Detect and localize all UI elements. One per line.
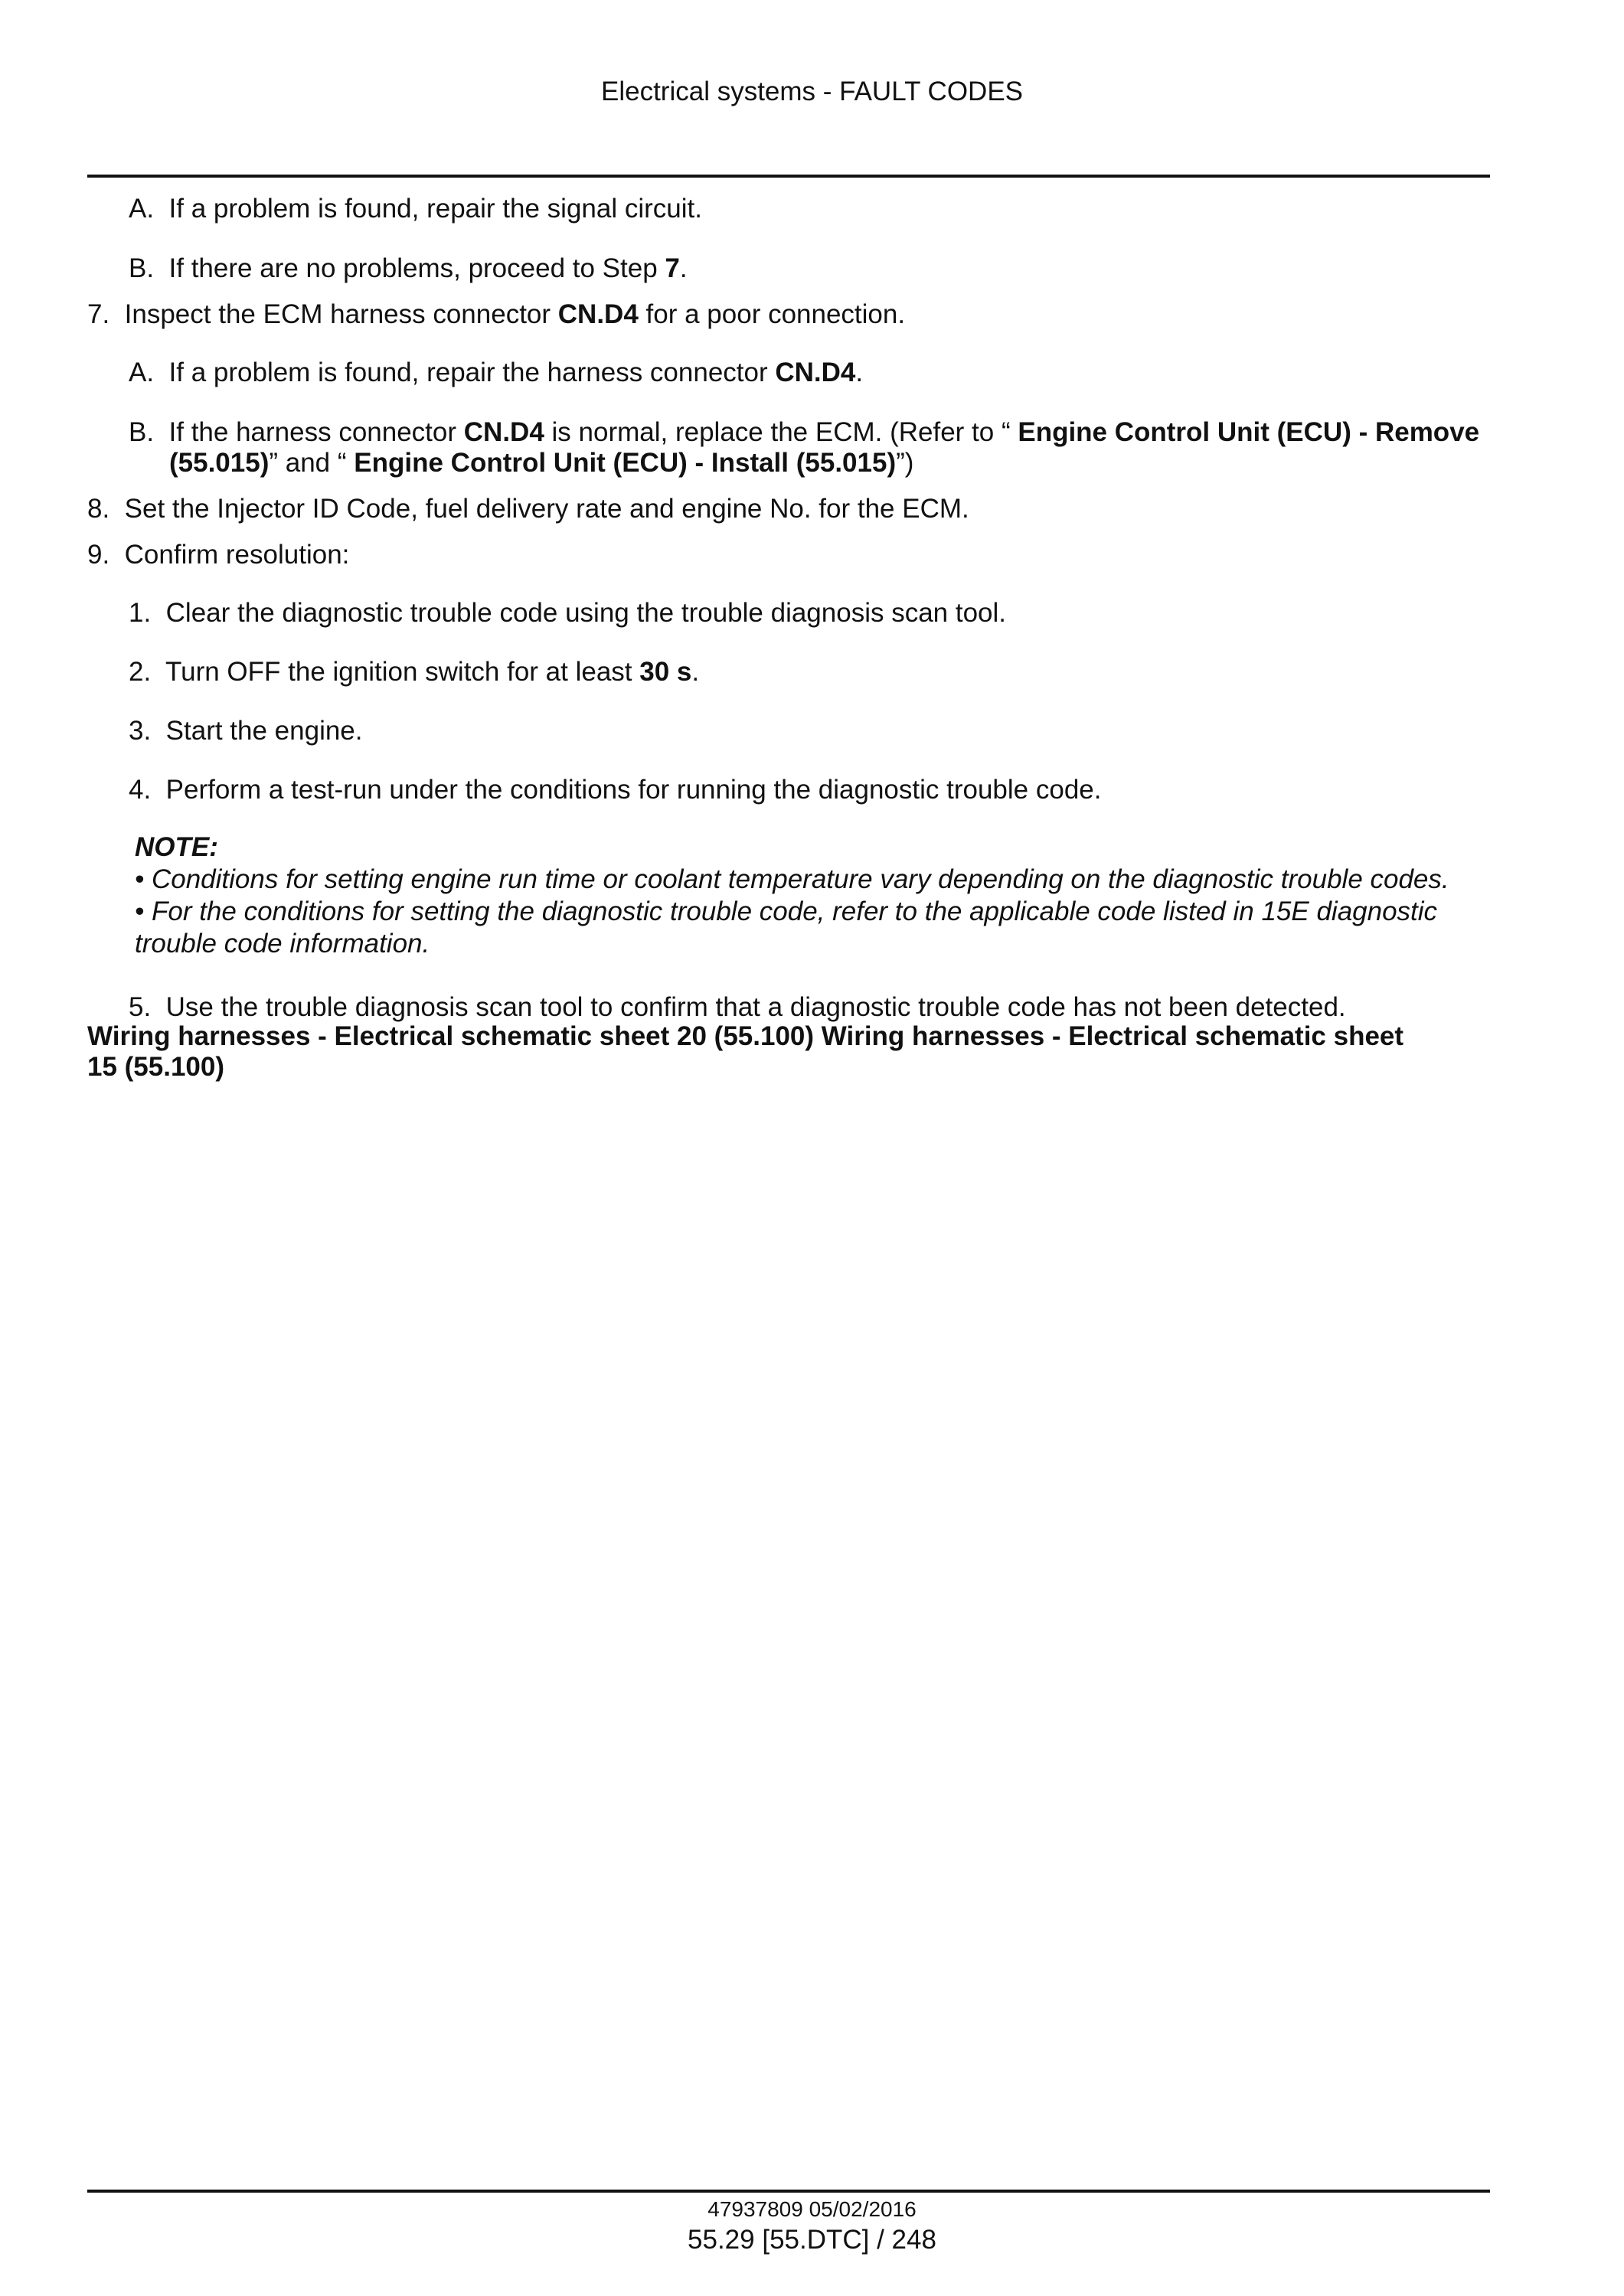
step-7b-line1 — [129, 416, 1479, 449]
step-text: If a problem is found, repair the harness connector — [168, 358, 776, 387]
step-marker: 1. — [129, 598, 152, 628]
footer-doc-id: 47937809 05/02/2016 — [707, 2197, 917, 2221]
step-8 — [87, 493, 969, 525]
page-header-title: Electrical systems - FAULT CODES — [600, 77, 1024, 106]
step-marker: 4. — [129, 775, 152, 805]
connector-ref: CN.D4 — [463, 417, 544, 447]
step-text-end: . — [855, 358, 864, 387]
step-text: Start the engine. — [165, 716, 363, 746]
step-text: Perform a test-run under the conditions for running the diagnostic trouble code. — [165, 775, 1102, 805]
step-7a — [129, 357, 863, 389]
step-marker: 5. — [129, 992, 152, 1022]
note-bullet: • For the conditions for setting the diagnostic trouble code, refer to the applicable code listed in 15E diagnostic trouble code information. — [135, 897, 1438, 959]
step-marker: B. — [129, 417, 155, 447]
step-text: is normal, replace the ECM. (Refer to “ — [544, 417, 1018, 447]
step-text-end: ”) — [896, 448, 914, 478]
step-9-2 — [129, 656, 699, 688]
step-6a — [129, 193, 702, 225]
note-title: NOTE: — [135, 832, 218, 862]
footer-rule — [87, 2190, 1490, 2193]
step-marker: B. — [129, 253, 155, 283]
reference-links-line2[interactable]: 15 (55.100) — [87, 1052, 225, 1082]
step-text: If the harness connector — [168, 417, 464, 447]
step-text-end: . — [691, 657, 700, 687]
connector-ref: CN.D4 — [557, 299, 639, 329]
link-ecu-install[interactable]: Engine Control Unit (ECU) - Install (55.015) — [354, 448, 897, 478]
step-text: If there are no problems, proceed to Step — [168, 253, 665, 283]
duration-value: 30 s — [639, 657, 692, 687]
step-9-1 — [129, 597, 1006, 629]
reference-links-line1[interactable]: Wiring harnesses - Electrical schematic sheet 20 (55.100) Wiring harnesses - Electrical schematic sheet — [87, 1021, 1404, 1051]
step-marker: 8. — [87, 494, 110, 524]
step-text: If a problem is found, repair the signal circuit. — [168, 194, 702, 224]
step-text-end: . — [679, 253, 688, 283]
connector-ref: CN.D4 — [775, 358, 856, 387]
step-text-end: for a poor connection. — [638, 299, 906, 329]
step-text: Set the Injector ID Code, fuel delivery rate and engine No. for the ECM. — [124, 494, 969, 524]
step-text: Clear the diagnostic trouble code using the trouble diagnosis scan tool. — [165, 598, 1007, 628]
step-7b-line2 — [169, 447, 913, 479]
step-7 — [87, 299, 905, 331]
step-text: Use the trouble diagnosis scan tool to confirm that a diagnostic trouble code has not been detected. — [165, 992, 1346, 1022]
note-bullet: • Conditions for setting engine run time or coolant temperature vary depending on the diagnostic trouble codes. — [135, 864, 1449, 894]
step-marker: A. — [129, 358, 155, 387]
footer-page-number: 55.29 [55.DTC] / 248 — [688, 2225, 936, 2255]
step-9 — [87, 539, 349, 571]
step-9-4 — [129, 774, 1101, 806]
link-ecu-remove-code[interactable]: (55.015) — [169, 448, 270, 478]
step-marker: 2. — [129, 657, 152, 687]
step-9-3 — [129, 715, 363, 747]
step-text: Confirm resolution: — [124, 540, 350, 570]
step-text: ” and “ — [269, 448, 355, 478]
step-text: Turn OFF the ignition switch for at least — [165, 657, 640, 687]
step-number-ref: 7 — [665, 253, 680, 283]
link-ecu-remove[interactable]: Engine Control Unit (ECU) - Remove — [1018, 417, 1480, 447]
step-text: Inspect the ECM harness connector — [124, 299, 558, 329]
step-marker: 9. — [87, 540, 110, 570]
step-9-5 — [129, 991, 1346, 1024]
step-6b — [129, 253, 688, 285]
step-marker: A. — [129, 194, 155, 224]
note-box — [135, 831, 1490, 960]
step-marker: 7. — [87, 299, 110, 329]
step-marker: 3. — [129, 716, 152, 746]
